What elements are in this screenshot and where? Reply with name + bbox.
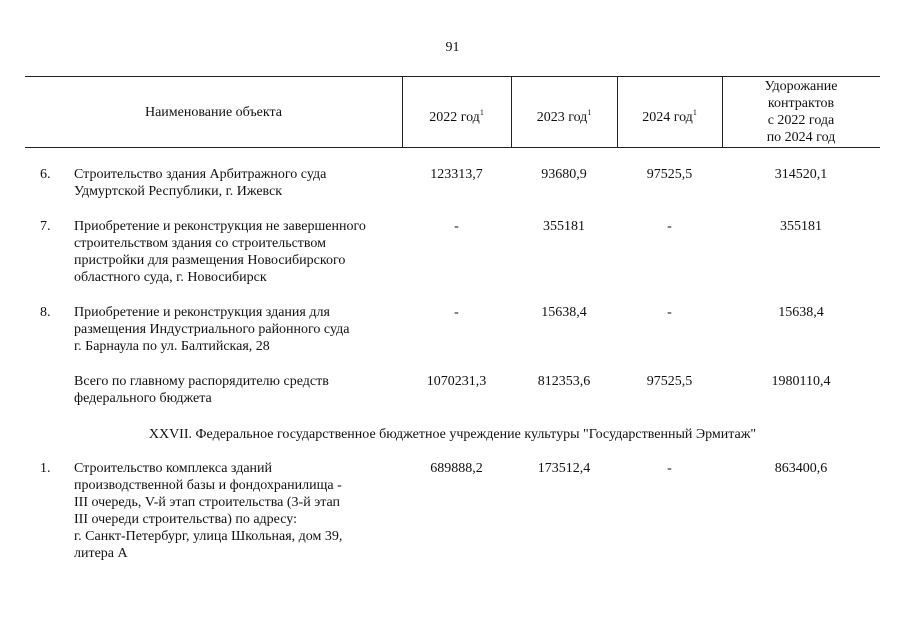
value-2023: 812353,6 bbox=[537, 374, 591, 389]
value-2023: 93680,9 bbox=[541, 167, 587, 182]
row-number: 7. bbox=[40, 219, 51, 234]
value-2023: 173512,4 bbox=[537, 461, 591, 476]
header-2024: 2024 год$^1$ bbox=[642, 108, 697, 125]
page-number: 91 bbox=[445, 40, 460, 55]
value-2023: 355181 bbox=[543, 219, 585, 234]
header-bottom-rule bbox=[25, 147, 880, 148]
value-increase: 355181 bbox=[780, 219, 822, 234]
value-2022: 689888,2 bbox=[430, 461, 483, 476]
row-number: 1. bbox=[40, 461, 51, 476]
row-number: 6. bbox=[40, 167, 51, 182]
value-2023: 15638,4 bbox=[541, 305, 587, 320]
row-name: Строительство здания Арбитражного суда Удмуртской Республики, г. Ижевск bbox=[74, 167, 327, 199]
section-title: XXVII. Федеральное государственное бюджетное учреждение культуры "Государственный Эрмитаж" bbox=[148, 427, 757, 442]
value-2024: - bbox=[667, 461, 672, 476]
value-increase: 314520,1 bbox=[774, 167, 828, 182]
value-2022: - bbox=[454, 219, 459, 234]
header-2022: 2022 год$^1$ bbox=[429, 108, 484, 125]
row-number: 8. bbox=[40, 305, 51, 320]
value-increase: 863400,6 bbox=[774, 461, 828, 476]
header-increase: Удорожание контрактов с 2022 года по 2024 год bbox=[764, 79, 838, 145]
value-2024: - bbox=[667, 219, 672, 234]
value-2022: 123313,7 bbox=[430, 167, 483, 182]
value-2024: - bbox=[667, 305, 672, 320]
value-2022: - bbox=[454, 305, 459, 320]
value-increase: 15638,4 bbox=[778, 305, 824, 320]
header-2023: 2023 год$^1$ bbox=[536, 108, 592, 125]
value-2024: 97525,5 bbox=[646, 374, 693, 389]
row-name: Строительство комплекса зданий производственной базы и фондохранилища - III очередь, V-й этап строительства (3-й этап III очереди строительства) по адресу: г. Санкт-Петербург, улица Школьная, дом 39, литера А bbox=[74, 461, 343, 561]
header-name: Наименование объекта bbox=[144, 105, 283, 120]
value-2022: 1070231,3 bbox=[426, 374, 487, 389]
row-name: Всего по главному распорядителю средств федерального бюджета bbox=[74, 374, 329, 406]
header-top-rule bbox=[25, 76, 880, 77]
value-2024: 97525,5 bbox=[646, 167, 693, 182]
value-increase: 1980110,4 bbox=[771, 374, 831, 389]
row-name: Приобретение и реконструкция здания для размещения Индустриального районного суда г. Барнаула по ул. Балтийская, 28 bbox=[74, 305, 350, 354]
row-name: Приобретение и реконструкция не завершенного строительством здания со строительством пристройки для размещения Новосибирского областного суда, г. Новосибирск bbox=[74, 219, 366, 285]
